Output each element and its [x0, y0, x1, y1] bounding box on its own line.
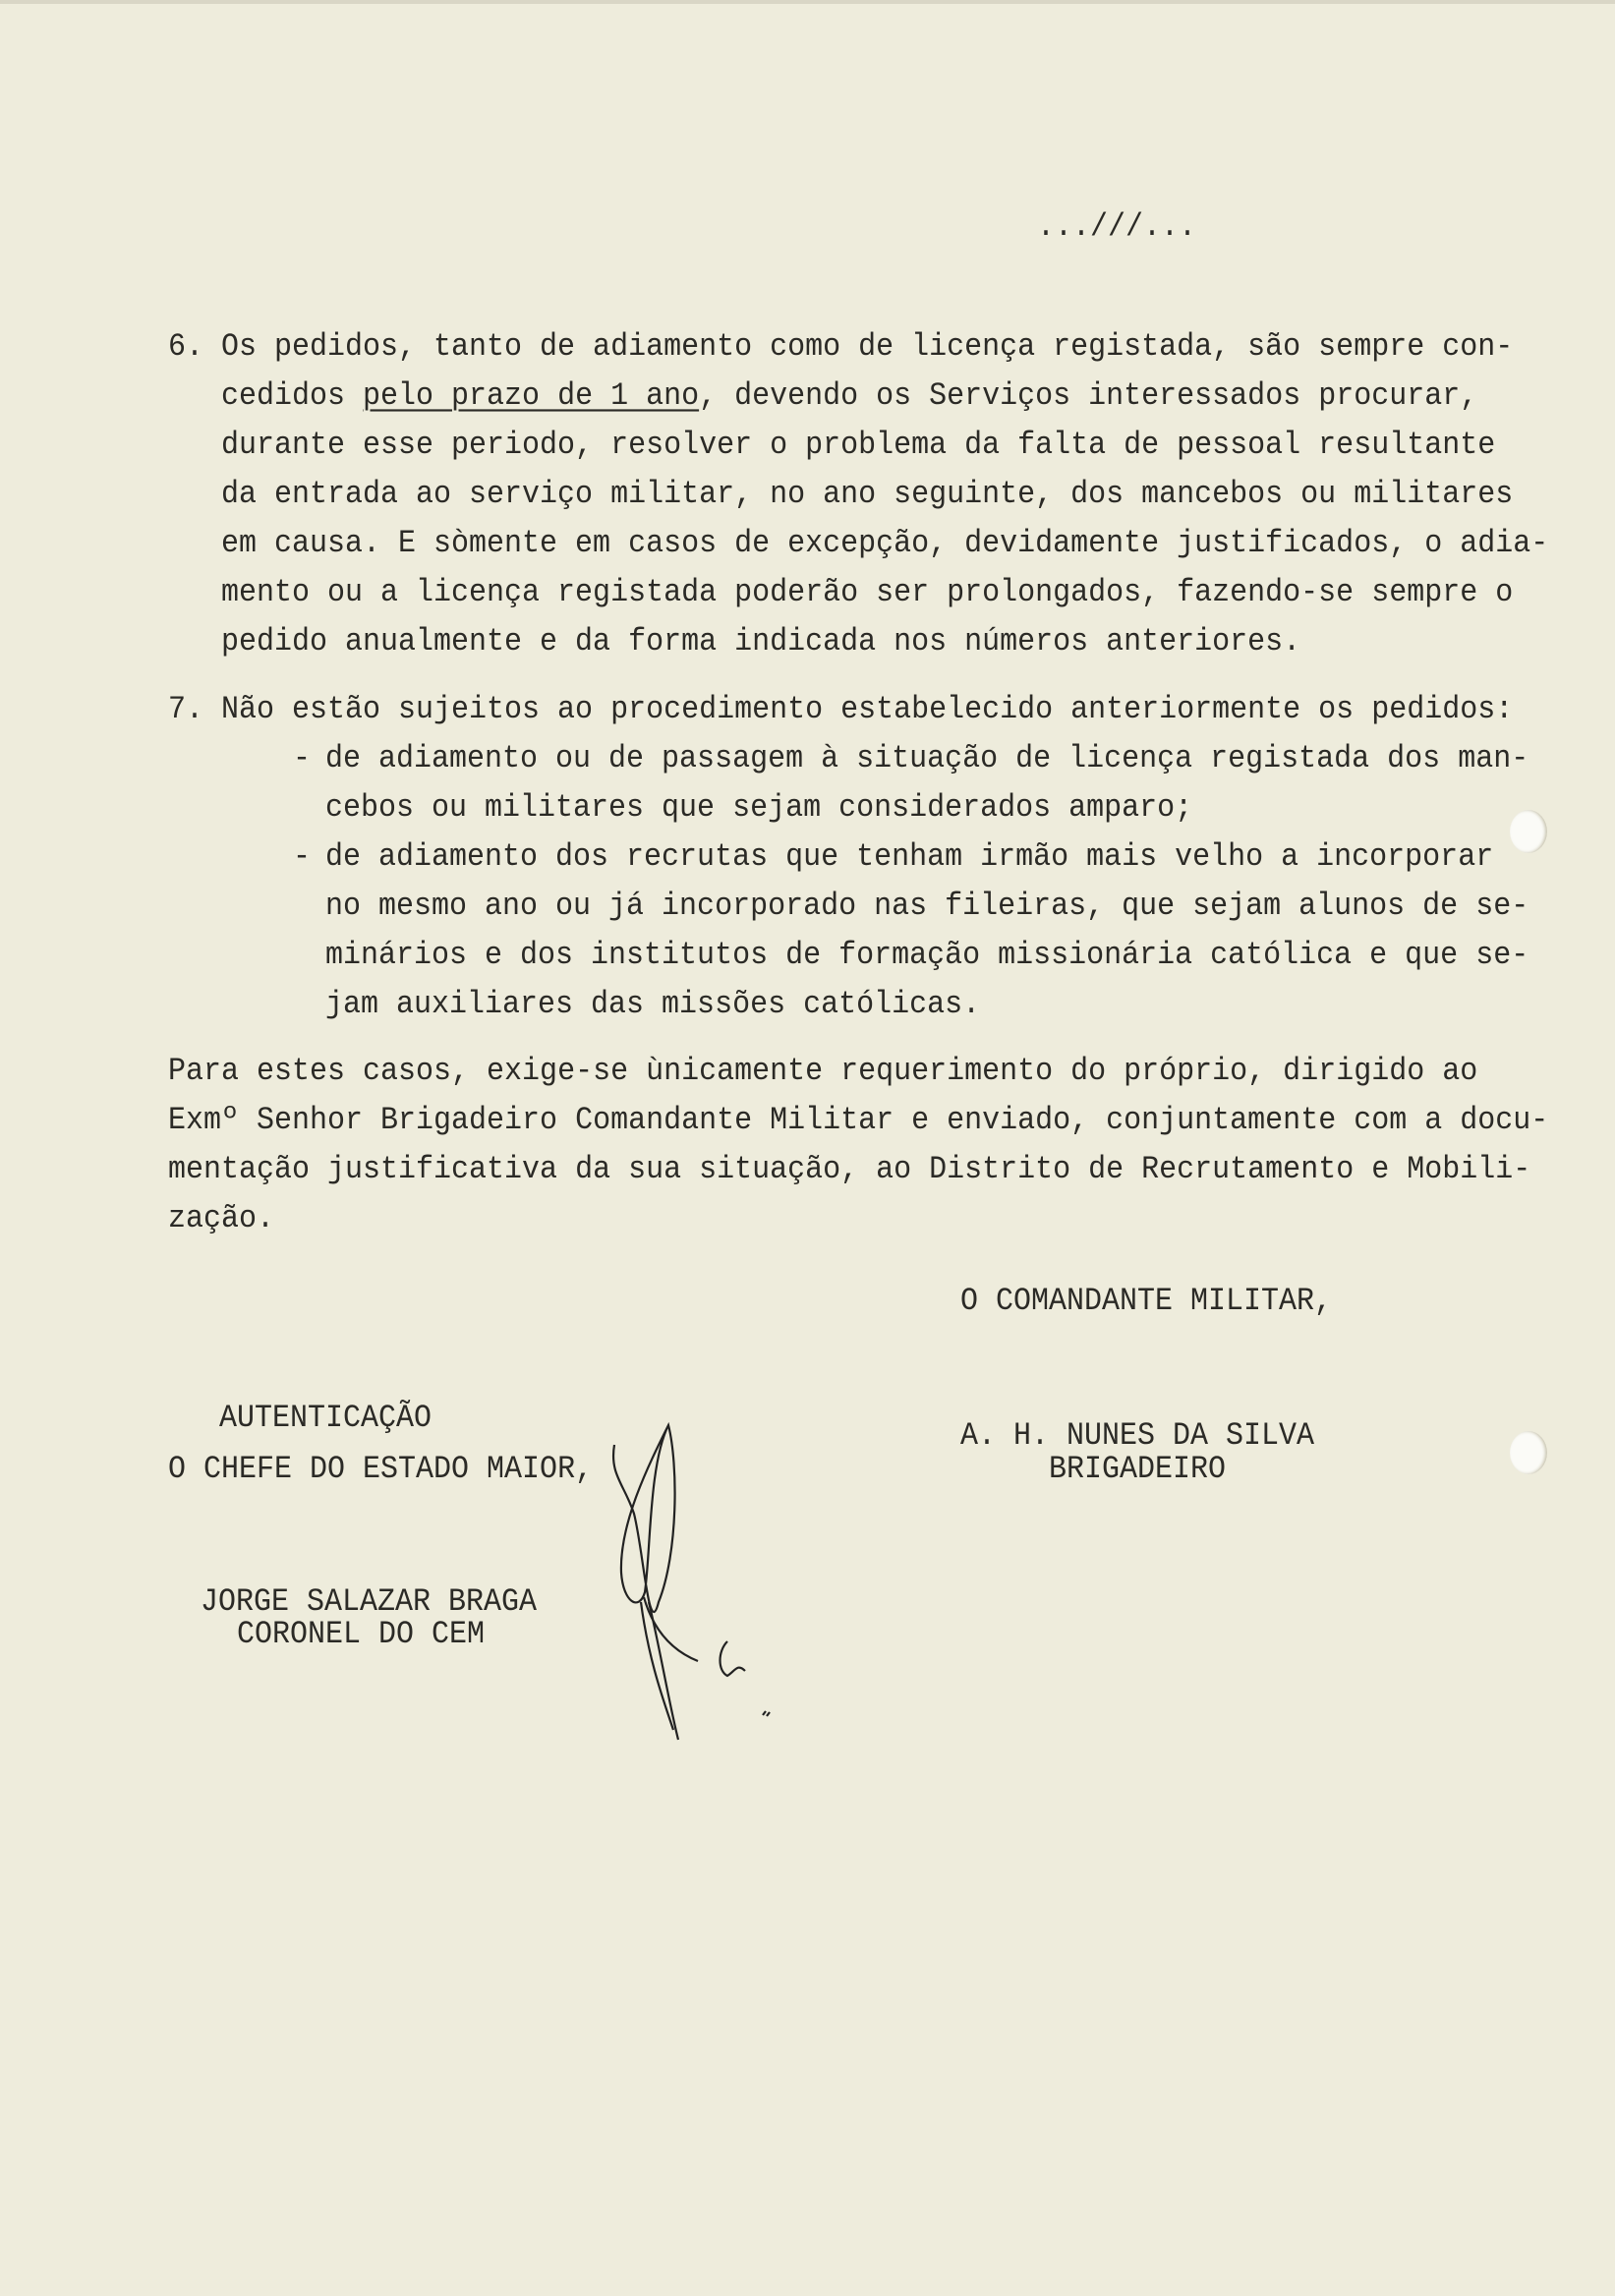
text-span: , devendo os Serviços interessados procurar,	[699, 378, 1478, 415]
para-number: 7.	[168, 692, 204, 728]
bullet-line: no mesmo ano ou já incorporado nas fileiras, que sejam alunos de se-	[325, 889, 1529, 925]
authentication-label: AUTENTICAÇÃO	[219, 1401, 433, 1437]
para6-line	[221, 377, 1477, 416]
para6-line: em causa. E sòmente em casos de excepção, devidamente justificados, o adia-	[221, 526, 1549, 562]
bullet-line: de adiamento dos recrutas que tenham irmão mais velho a incorporar	[325, 839, 1494, 876]
closing-line: Para estes casos, exige-se ùnicamente requerimento do próprio, dirigido ao	[168, 1054, 1478, 1090]
punch-hole	[1510, 810, 1547, 853]
commander-rank: BRIGADEIRO	[1049, 1452, 1227, 1488]
para6-line: da entrada ao serviço militar, no ano seguinte, dos mancebos ou militares	[221, 477, 1514, 513]
para6-line: mento ou a licença registada poderão ser prolongados, fazendo-se sempre o	[221, 575, 1514, 611]
para6-line: durante esse periodo, resolver o problema da falta de pessoal resultante	[221, 428, 1496, 464]
commander-name: A. H. NUNES DA SILVA	[960, 1418, 1315, 1455]
para7-intro: Não estão sujeitos ao procedimento estabelecido anteriormente os pedidos:	[221, 692, 1514, 728]
chief-rank: CORONEL DO CEM	[237, 1617, 486, 1653]
closing-line: mentação justificativa da sua situação, ao Distrito de Recrutamento e Mobili-	[168, 1152, 1531, 1188]
bullet-dash: -	[293, 839, 312, 876]
chief-title: O CHEFE DO ESTADO MAIOR,	[168, 1452, 594, 1488]
para-number: 6.	[168, 329, 204, 366]
handwritten-signature	[580, 1406, 777, 1769]
closing-line: zação.	[168, 1201, 275, 1237]
bullet-line: cebos ou militares que sejam considerados amparo;	[325, 790, 1193, 827]
closing-line: Exmº Senhor Brigadeiro Comandante Militar e enviado, conjuntamente com a docu-	[168, 1103, 1549, 1139]
text-span: cedidos	[221, 378, 364, 415]
continuation-mark: ...///...	[1037, 209, 1197, 246]
punch-hole	[1510, 1431, 1547, 1474]
bullet-line: jam auxiliares das missões católicas.	[325, 987, 981, 1023]
bullet-dash: -	[293, 741, 312, 777]
para6-line: pedido anualmente e da forma indicada nos números anteriores.	[221, 624, 1301, 660]
bullet-line: de adiamento ou de passagem à situação de licença registada dos man-	[325, 741, 1529, 777]
chief-name: JORGE SALAZAR BRAGA	[201, 1584, 538, 1621]
underlined-phrase: pelo prazo de 1 ano	[363, 378, 700, 415]
para6-line: Os pedidos, tanto de adiamento como de licença registada, são sempre con-	[221, 329, 1514, 366]
commander-title: O COMANDANTE MILITAR,	[960, 1284, 1333, 1320]
page-top-edge	[0, 0, 1615, 4]
bullet-line: minários e dos institutos de formação missionária católica e que se-	[325, 938, 1529, 974]
